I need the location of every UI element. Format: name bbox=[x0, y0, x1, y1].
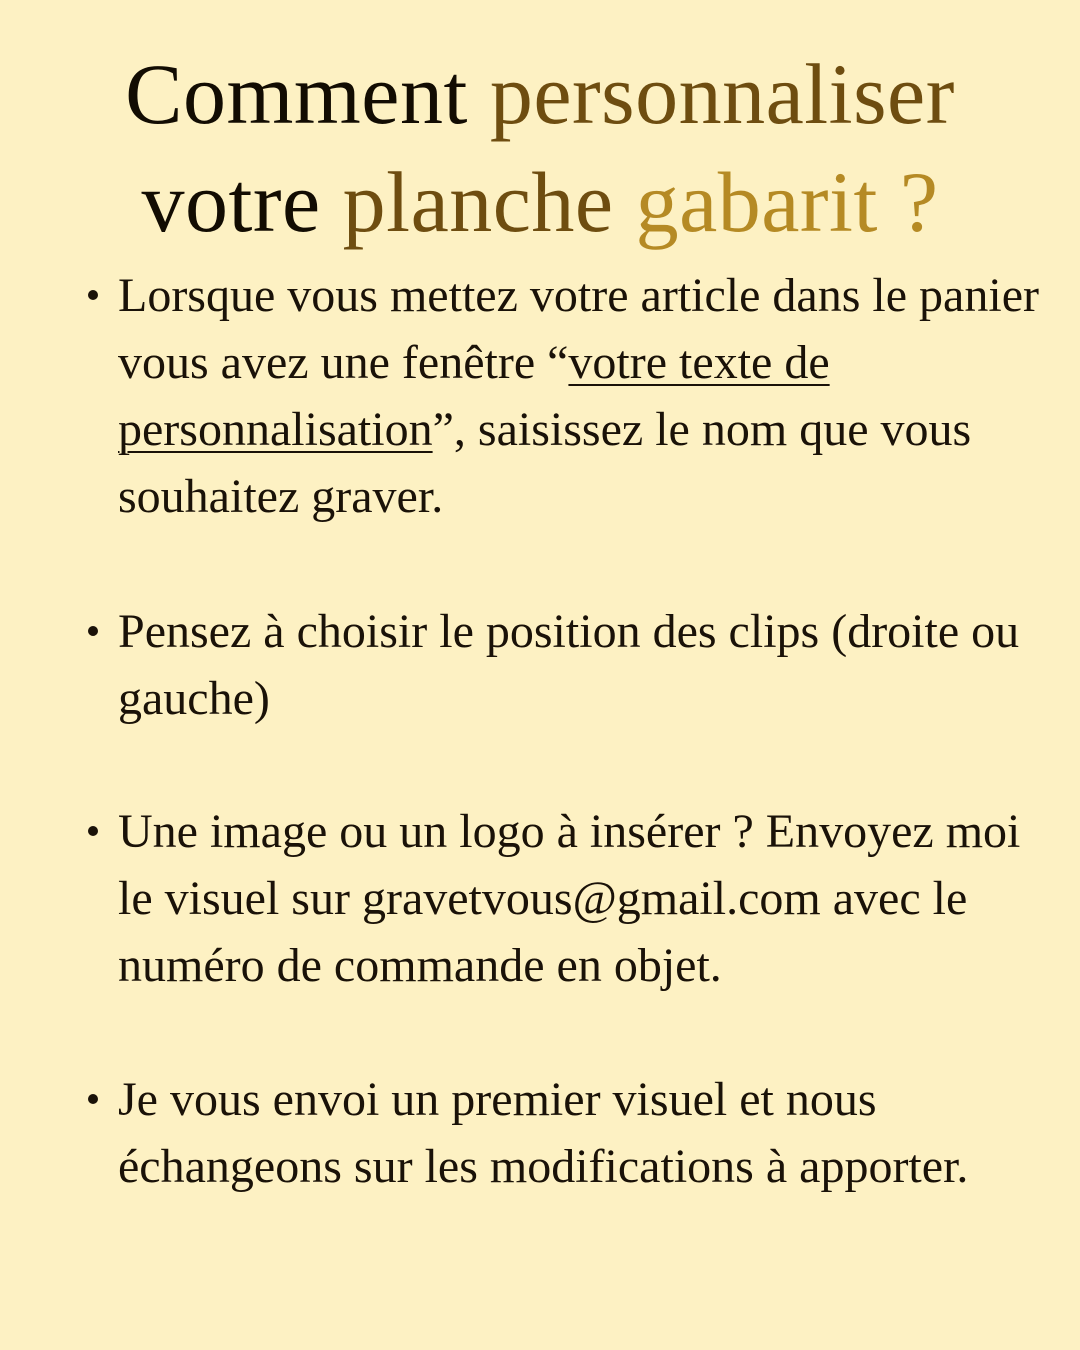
list-item bbox=[118, 798, 1048, 999]
list-item-text: Une image ou un logo à insérer ? Envoyez moi le visuel sur gravetvous@gmail.com avec le numéro de commande en objet. bbox=[118, 805, 1021, 992]
list-item bbox=[118, 598, 1048, 732]
personalization-text-field-reference: votre texte de personnalisation bbox=[118, 336, 830, 456]
title-word-gabarit: gabarit ? bbox=[635, 154, 939, 250]
list-item-text-pre: Lorsque vous mettez votre article dans le panier vous avez une fenêtre “ bbox=[118, 269, 1039, 389]
bullet-dot bbox=[88, 626, 98, 636]
bullet-dot bbox=[88, 1094, 98, 1104]
list-item-text: Pensez à choisir le position des clips (droite ou gauche) bbox=[118, 605, 1020, 725]
title-word-personnaliser: personnaliser bbox=[489, 46, 955, 142]
list-item bbox=[118, 262, 1048, 530]
title-word-comment: Comment bbox=[125, 46, 468, 142]
title-word-planche: planche bbox=[342, 154, 614, 250]
list-item-text-post: ”, saisissez le nom que vous souhaitez graver. bbox=[118, 403, 972, 523]
list-item-text: Je vous envoi un premier visuel et nous échangeons sur les modifications à apporter. bbox=[118, 1073, 969, 1193]
title-word-votre: votre bbox=[141, 154, 321, 250]
bullet-dot bbox=[88, 290, 98, 300]
bullet-dot bbox=[88, 826, 98, 836]
list-item bbox=[118, 1066, 1048, 1200]
